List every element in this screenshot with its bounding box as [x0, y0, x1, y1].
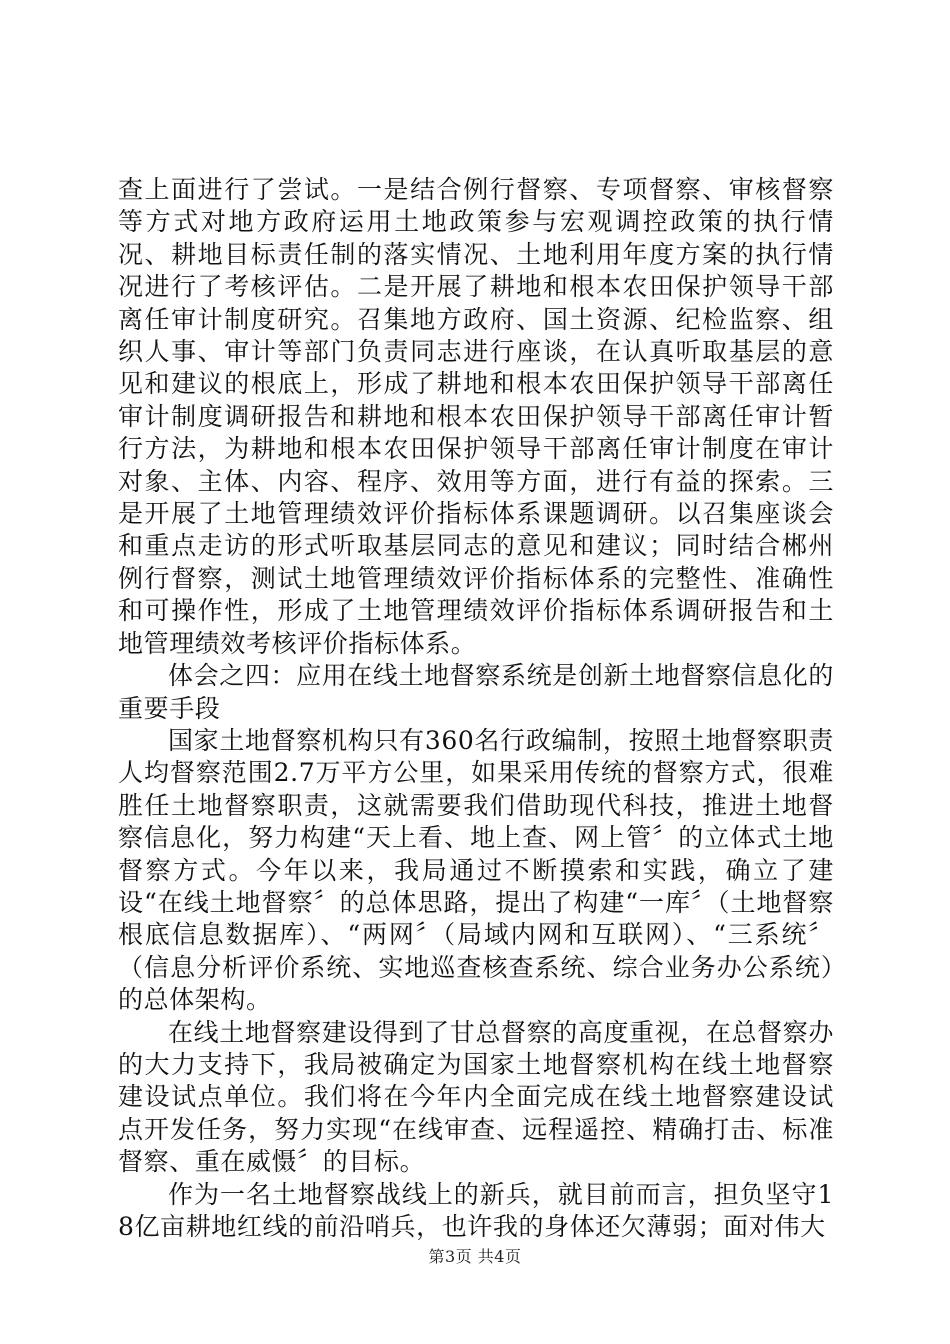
- paragraph-3: 国家土地督察机构只有360名行政编制，按照土地督察职责人均督察范围2.7万平方公里，如果采用传统的督察方式，很难胜任土地督察职责，这就需要我们借助现代科技，推进土地督察信息化，努力构建“天上看、地上查、网上管〞的立体式土地督察方式。今年以来，我局通过不断摸索和实践，确立了建设“在线土地督察〞的总体思路，提出了构建“一库〞（土地督察根底信息数据库）、“两网〞（局域内网和互联网）、“三系统〞（信息分析评价系统、实地巡查核查系统、综合业务办公系统）的总体架构。: [118, 725, 834, 1015]
- paragraph-4: 在线土地督察建设得到了甘总督察的高度重视，在总督察办的大力支持下，我局被确定为国家土地督察机构在线土地督察建设试点单位。我们将在今年内全面完成在线土地督察建设试点开发任务，努力实现“在线审查、远程遥控、精确打击、标准督察、重在威慑〞的目标。: [118, 1017, 834, 1177]
- paragraph-5: 作为一名土地督察战线上的新兵，就目前而言，担负坚守18亿亩耕地红线的前沿哨兵，也许我的身体还欠薄弱；面对伟大: [118, 1179, 834, 1241]
- paragraph-heading-experience-4: 体会之四：应用在线土地督察系统是创新土地督察信息化的重要手段: [118, 661, 834, 723]
- document-body: [118, 174, 834, 1243]
- page-number-footer: 第3页 共4页: [428, 1247, 522, 1266]
- paragraph-1: 查上面进行了尝试。一是结合例行督察、专项督察、审核督察等方式对地方政府运用土地政策参与宏观调控政策的执行情况、耕地目标责任制的落实情况、土地利用年度方案的执行情况进行了考核评估。二是开展了耕地和根本农田保护领导干部离任审计制度研究。召集地方政府、国土资源、纪检监察、组织人事、审计等部门负责同志进行座谈，在认真听取基层的意见和建议的根底上，形成了耕地和根本农田保护领导干部离任审计制度调研报告和耕地和根本农田保护领导干部离任审计暂行方法，为耕地和根本农田保护领导干部离任审计制度在审计对象、主体、内容、程序、效用等方面，进行有益的探索。三是开展了土地管理绩效评价指标体系课题调研。以召集座谈会和重点走访的形式听取基层同志的意见和建议；同时结合郴州例行督察，测试土地管理绩效评价指标体系的完整性、准确性和可操作性，形成了土地管理绩效评价指标体系调研报告和土地管理绩效考核评价指标体系。: [118, 175, 834, 658]
